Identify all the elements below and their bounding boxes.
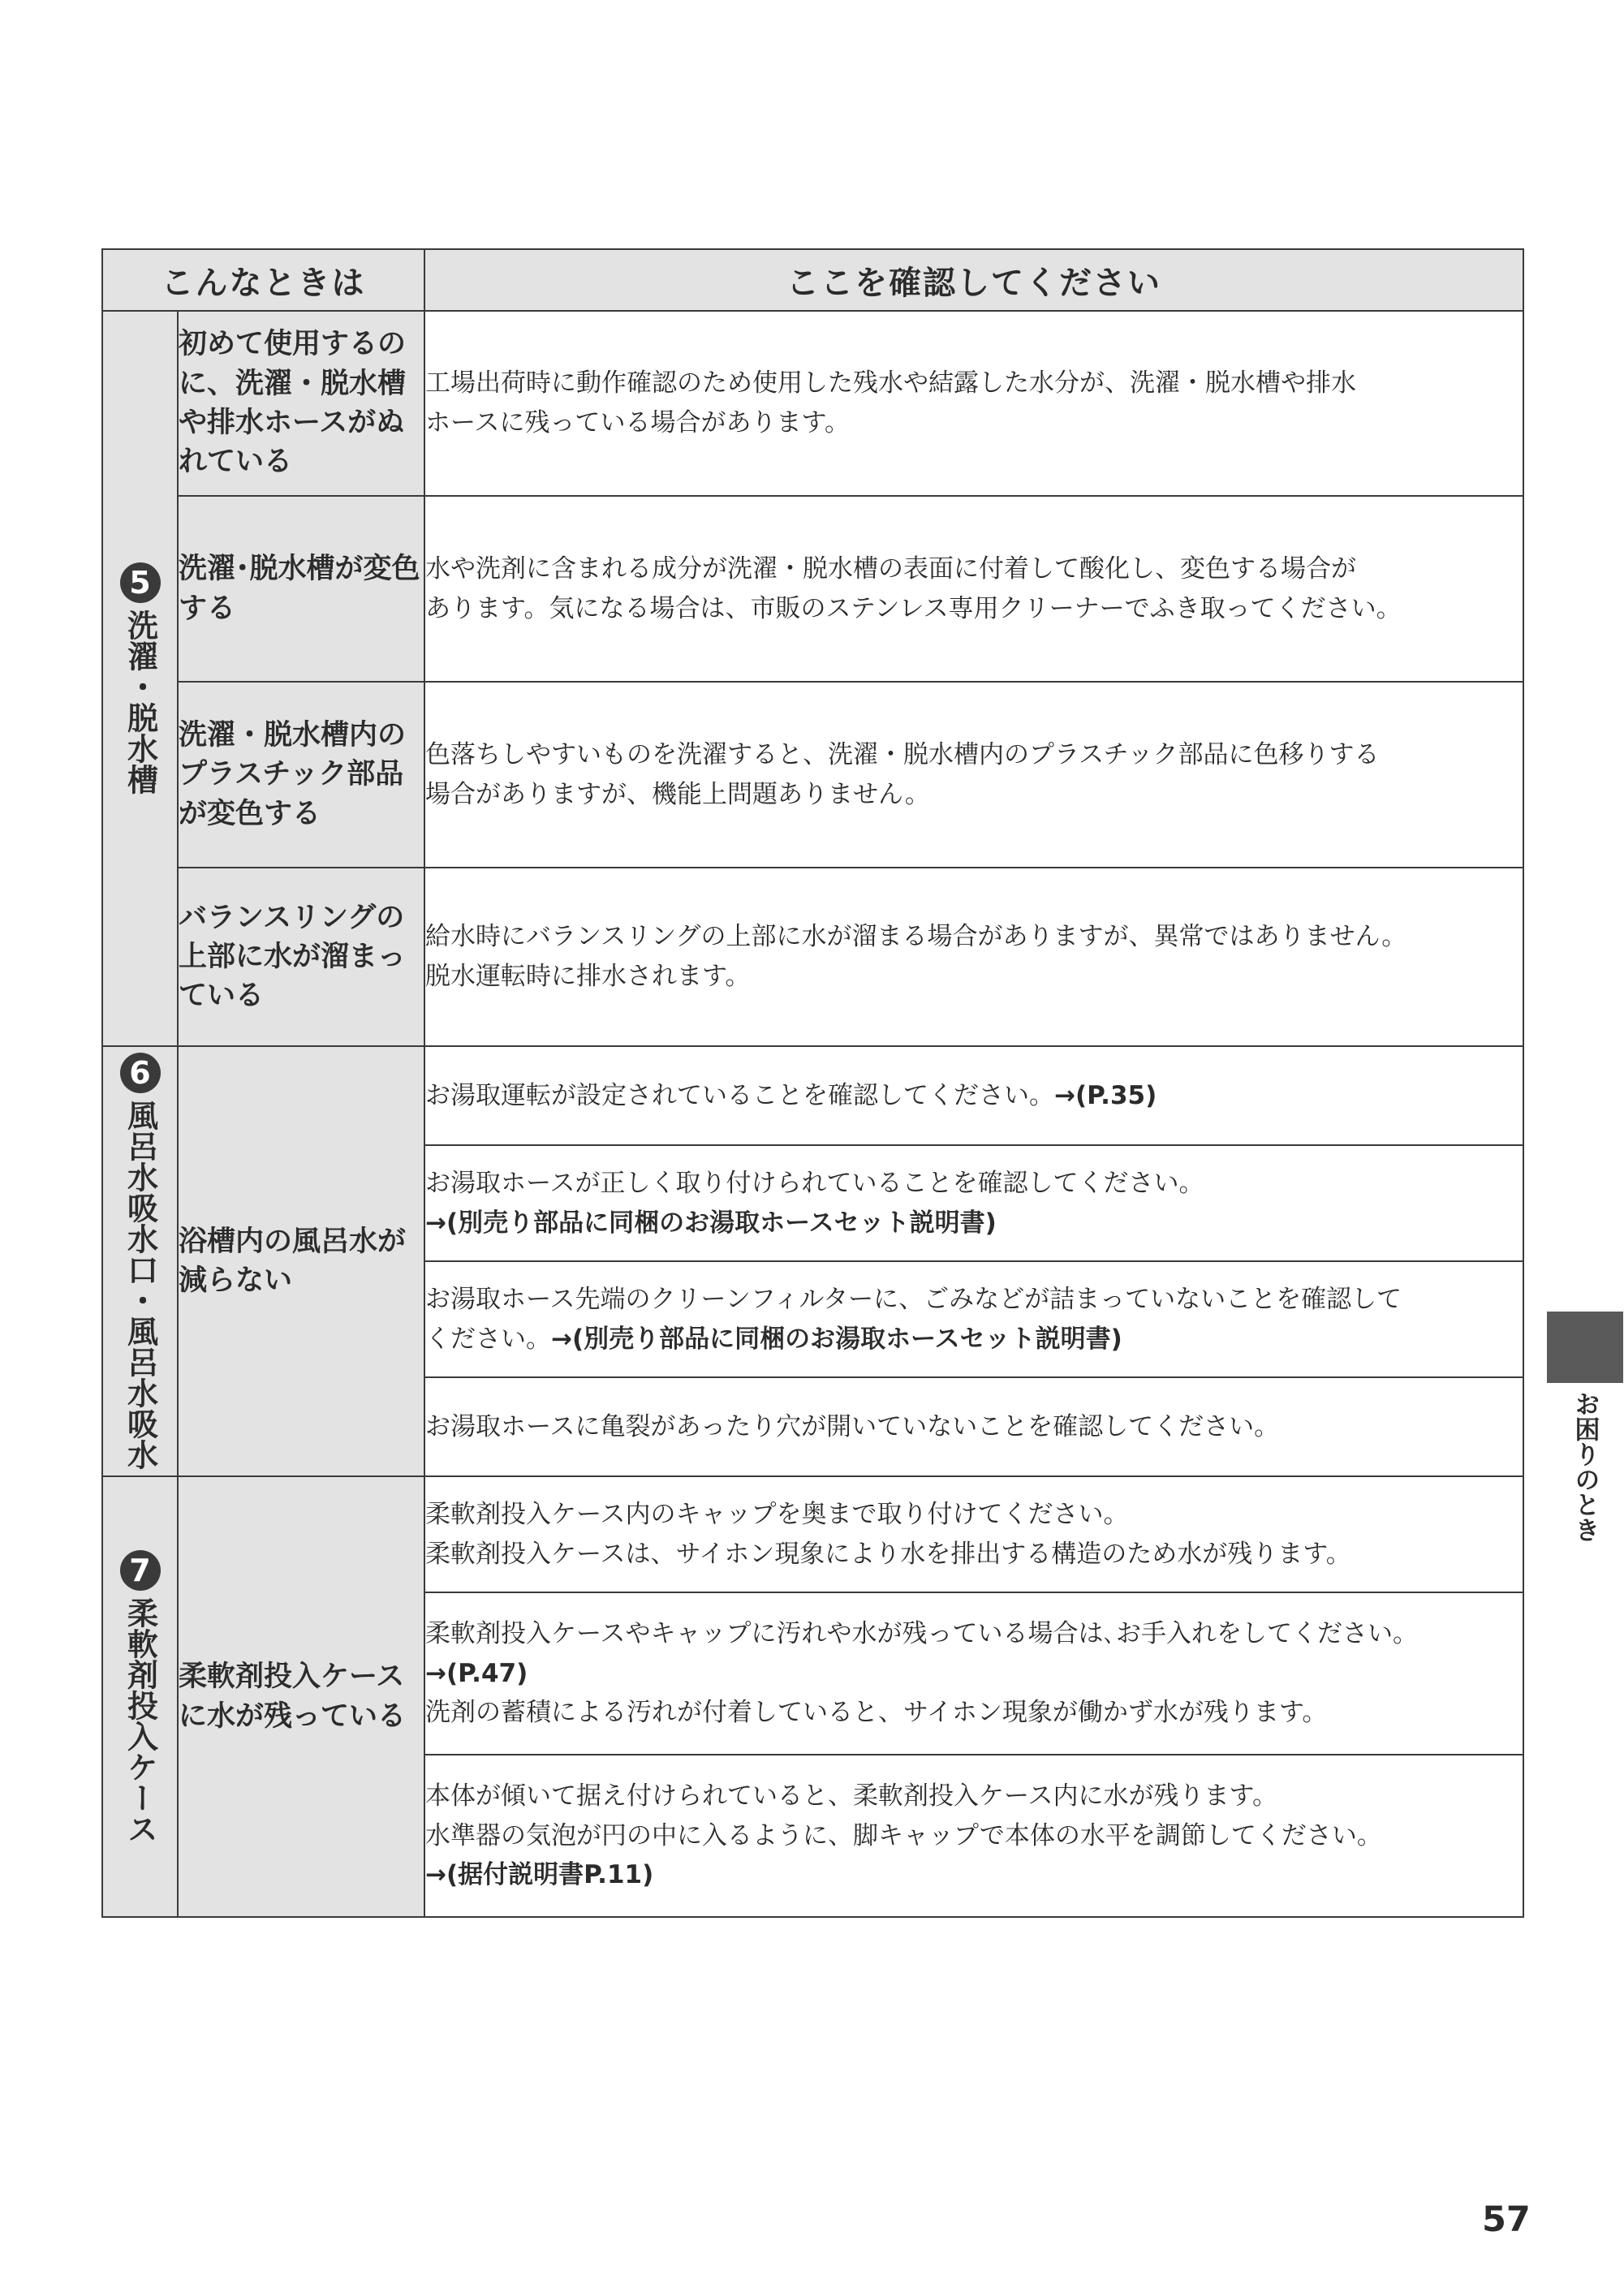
condition-cell: バランスリングの上部に水が溜まっている <box>178 868 424 1046</box>
check-cell <box>424 1755 1523 1917</box>
check-text: 柔軟剤投入ケースは、サイホン現象により水を排出する構造のため水が残ります。 <box>425 1539 1351 1569</box>
table-row <box>102 496 1523 682</box>
check-text: ください。 <box>425 1324 551 1354</box>
check-text: 色落ちしやすいものを洗濯すると、洗濯・脱水槽内のプラスチック部品に色移りする <box>425 739 1380 769</box>
check-text: 本体が傾いて据え付けられていると、柔軟剤投入ケース内に水が残ります。 <box>425 1781 1277 1811</box>
check-text: あります。気になる場合は、市販のステンレス専用クリーナーでふき取ってください。 <box>425 593 1402 623</box>
check-text: 水や洗剤に含まれる成分が洗濯・脱水槽の表面に付着して酸化し、変色する場合が <box>425 554 1356 584</box>
chapter-title: お困りのとき <box>1570 1391 1600 1542</box>
table-row <box>102 311 1523 496</box>
check-text: お湯取運転が設定されていることを確認してください。 <box>425 1080 1054 1110</box>
table-row <box>102 1046 1523 1145</box>
page-reference: →(別売り部品に同梱のお湯取ホースセット説明書) <box>425 1208 997 1238</box>
page-reference: →(P.35) <box>1054 1080 1157 1110</box>
section-number-badge: 6 <box>120 1053 161 1093</box>
table-row <box>102 868 1523 1046</box>
page-number: 57 <box>1482 2199 1531 2240</box>
check-text: 工場出荷時に動作確認のため使用した残水や結露した水分が、洗濯・脱水槽や排水 <box>425 368 1356 398</box>
check-text: 場合がありますが、機能上問題ありません。 <box>425 779 930 809</box>
header-condition: こんなときは <box>102 249 424 311</box>
check-text: お湯取ホースが正しく取り付けられていることを確認してください。 <box>425 1168 1204 1198</box>
condition-cell: 洗濯・脱水槽内のプラスチック部品が変色する <box>178 682 424 868</box>
check-text: お湯取ホース先端のクリーンフィルターに、ごみなどが詰まっていないことを確認して <box>425 1284 1402 1314</box>
chapter-tab <box>1547 1312 1623 1383</box>
check-cell <box>424 1046 1523 1145</box>
section-number-badge: 5 <box>120 562 161 603</box>
check-text: 脱水運転時に排水されます。 <box>425 962 751 991</box>
check-text: 柔軟剤投入ケースやキャップに汚れや水が残っている場合は､お手入れをしてください。 <box>425 1618 1418 1648</box>
check-cell <box>424 1145 1523 1261</box>
check-text: お湯取ホースに亀裂があったり穴が開いていないことを確認してください。 <box>425 1411 1280 1441</box>
check-text: 水準器の気泡が円の中に入るように、脚キャップで本体の水平を調節してください。 <box>425 1820 1382 1850</box>
troubleshooting-table <box>101 248 1524 1918</box>
section-7-label <box>102 1476 178 1917</box>
check-cell <box>424 1377 1523 1476</box>
check-cell <box>424 496 1523 682</box>
check-cell <box>424 311 1523 496</box>
section-number-badge: 7 <box>120 1550 161 1591</box>
condition-cell: 浴槽内の風呂水が減らない <box>178 1046 424 1476</box>
check-cell <box>424 868 1523 1046</box>
section-5-label <box>102 311 178 1046</box>
condition-cell: 柔軟剤投入ケースに水が残っている <box>178 1476 424 1917</box>
page-reference: →(据付説明書P.11) <box>425 1860 654 1890</box>
check-cell <box>424 1261 1523 1377</box>
table-row <box>102 682 1523 868</box>
section-title: 風呂水吸水口・風呂水吸水 <box>122 1100 158 1470</box>
check-text: ホースに残っている場合があります。 <box>425 408 850 437</box>
table-row <box>102 1476 1523 1592</box>
section-title: 柔軟剤投入ケース <box>122 1596 158 1844</box>
section-6-label <box>102 1046 178 1476</box>
check-text: 給水時にバランスリングの上部に水が溜まる場合がありますが、異常ではありません。 <box>425 922 1407 952</box>
table-header-row <box>102 249 1523 311</box>
check-text: 柔軟剤投入ケース内のキャップを奥まで取り付けてください。 <box>425 1499 1129 1529</box>
page-reference: →(P.47) <box>425 1658 528 1688</box>
condition-cell: 洗濯･脱水槽が変色する <box>178 496 424 682</box>
check-cell <box>424 682 1523 868</box>
check-text: 洗剤の蓄積による汚れが付着していると、サイホン現象が働かず水が残ります。 <box>425 1698 1328 1728</box>
chapter-tab-label <box>1547 1391 1623 1542</box>
check-cell <box>424 1592 1523 1755</box>
condition-cell: 初めて使用するのに、洗濯・脱水槽や排水ホースがぬれている <box>178 311 424 496</box>
check-cell <box>424 1476 1523 1592</box>
page-reference: →(別売り部品に同梱のお湯取ホースセット説明書) <box>551 1324 1122 1354</box>
section-title: 洗濯・脱水槽 <box>122 610 158 795</box>
header-check: ここを確認してください <box>424 249 1523 311</box>
